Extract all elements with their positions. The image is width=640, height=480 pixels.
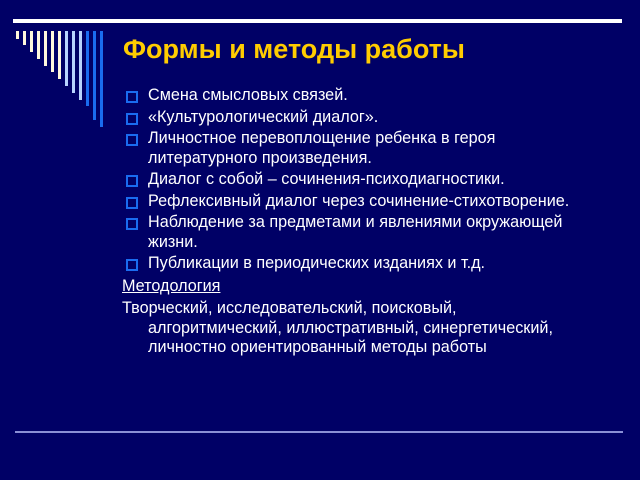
bullet-text: Публикации в периодических изданиях и т.д. <box>148 254 486 272</box>
hollow-square-bullet-icon <box>126 113 138 125</box>
stripe-icon <box>30 31 33 52</box>
slide-content <box>122 86 592 358</box>
bullet-text: «Культурологический диалог». <box>148 107 379 126</box>
hollow-square-bullet-icon <box>126 218 138 230</box>
stripe-icon <box>65 31 68 86</box>
stripe-icon <box>37 31 40 59</box>
hollow-square-bullet-icon <box>126 91 138 103</box>
bullet-text: Смена смысловых связей. <box>148 86 348 104</box>
stripe-icon <box>100 31 103 127</box>
stripe-icon <box>72 31 75 93</box>
bullet-item <box>122 254 592 274</box>
stripe-icon <box>79 31 82 100</box>
top-divider <box>13 19 622 23</box>
methods-paragraph: Творческий, исследовательский, поисковый, алгоритмический, иллюстративный, синергетический, личностно ориентированный методы работы <box>122 299 553 356</box>
bullet-item <box>122 86 592 106</box>
stripe-icon <box>93 31 96 120</box>
hollow-square-bullet-icon <box>126 197 138 209</box>
stripe-icon <box>16 31 19 39</box>
bullet-text: Диалог с собой – сочинения-психодиагностики. <box>148 170 505 188</box>
stripe-icon <box>58 31 61 79</box>
stripe-icon <box>86 31 89 106</box>
bullet-item <box>122 129 592 168</box>
bullet-item <box>122 108 592 128</box>
stripe-icon <box>44 31 47 66</box>
bullet-text: Личностное перевоплощение ребенка в героя литературного произведения. <box>148 129 496 167</box>
stripe-icon <box>51 31 54 72</box>
bullet-item <box>122 213 592 252</box>
hollow-square-bullet-icon <box>126 134 138 146</box>
hollow-square-bullet-icon <box>126 175 138 187</box>
stripe-icon <box>23 31 26 45</box>
methodology-link[interactable]: Методология <box>122 276 221 295</box>
bullet-text: Рефлексивный диалог через сочинение-стихотворение. <box>148 191 570 210</box>
bottom-divider <box>15 431 623 433</box>
bullet-item <box>122 192 592 212</box>
bullet-item <box>122 170 592 190</box>
hollow-square-bullet-icon <box>126 259 138 271</box>
bullet-text: Наблюдение за предметами и явлениями окружающей жизни. <box>148 213 563 251</box>
slide-title: Формы и методы работы <box>123 34 465 64</box>
